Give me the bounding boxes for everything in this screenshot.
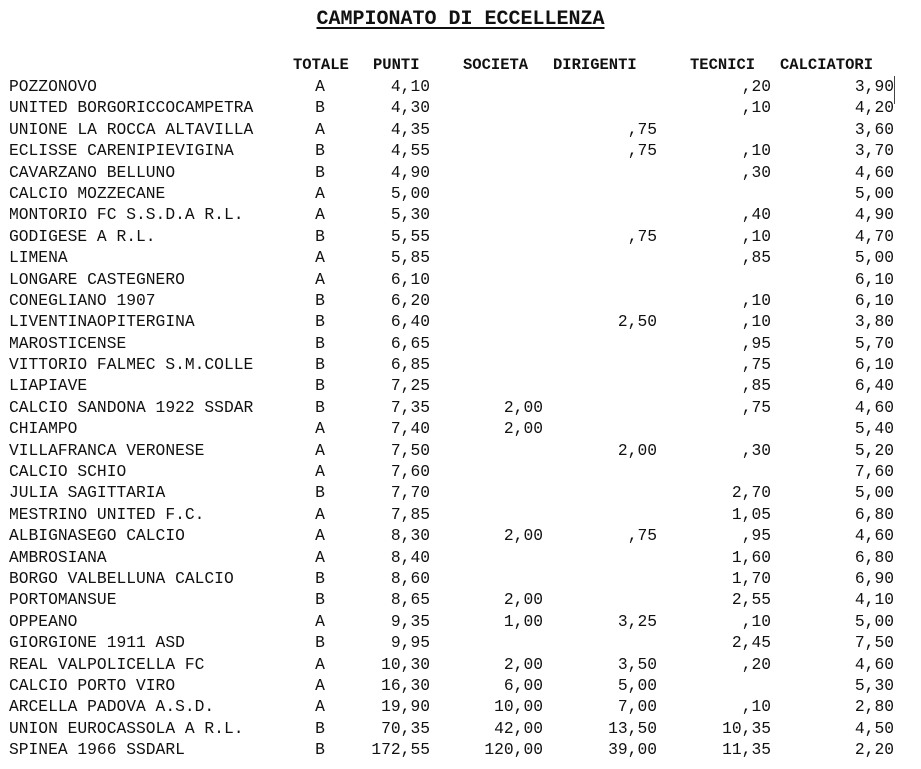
- group-letter: B: [315, 141, 325, 161]
- team-name: SPINEA 1966 SSDARL: [9, 740, 185, 760]
- societa-points: 42,00: [494, 718, 543, 738]
- group-letter: A: [315, 547, 325, 567]
- team-name: REAL VALPOLICELLA FC: [9, 654, 205, 674]
- total-points: 4,10: [390, 77, 430, 96]
- total-points: 7,50: [390, 440, 430, 460]
- tecnici-points: 10,35: [722, 718, 771, 738]
- team-name: CALCIO PORTO VIRO: [9, 675, 176, 695]
- societa-points: 120,00: [484, 740, 543, 760]
- dirigenti-points: 2,00: [617, 440, 657, 460]
- calciatori-points: 3,80: [854, 312, 894, 332]
- total-points: 172,55: [371, 740, 430, 760]
- team-name: BORGO VALBELLUNA CALCIO: [9, 568, 234, 588]
- tecnici-points: 2,55: [731, 590, 771, 610]
- group-letter: B: [315, 355, 325, 375]
- header-punti: PUNTI: [373, 56, 420, 74]
- team-name: ALBIGNASEGO CALCIO: [9, 526, 185, 546]
- table-row: [0, 525, 921, 546]
- group-letter: A: [315, 504, 325, 524]
- document-title-text: CAMPIONATO DI ECCELLENZA: [316, 8, 605, 31]
- team-name: VILLAFRANCA VERONESE: [9, 440, 205, 460]
- dirigenti-points: ,75: [627, 141, 657, 161]
- total-points: 4,90: [390, 162, 430, 182]
- tecnici-points: ,10: [741, 312, 771, 332]
- calciatori-points: 5,00: [854, 183, 894, 203]
- group-letter: A: [315, 697, 325, 717]
- table-row: [0, 461, 921, 482]
- team-name: MAROSTICENSE: [9, 333, 127, 353]
- table-row: [0, 354, 921, 375]
- header-dirigenti: DIRIGENTI: [553, 56, 637, 74]
- table-row: [0, 269, 921, 290]
- table-row: [0, 76, 921, 97]
- calciatori-points: 6,40: [854, 376, 894, 396]
- calciatori-points: 5,00: [854, 483, 894, 503]
- table-row: [0, 589, 921, 610]
- tecnici-points: 2,70: [731, 483, 771, 503]
- header-totale: TOTALE: [293, 56, 349, 74]
- group-letter: A: [315, 183, 325, 203]
- team-name: GODIGESE A R.L.: [9, 226, 156, 246]
- calciatori-points: 5,00: [854, 248, 894, 268]
- table-row: [0, 418, 921, 439]
- tecnici-points: 11,35: [722, 740, 771, 760]
- total-points: 8,60: [390, 568, 430, 588]
- header-societa: SOCIETA: [463, 56, 529, 74]
- calciatori-points: 4,10: [854, 590, 894, 610]
- text-cursor: [894, 76, 895, 104]
- societa-points: 1,00: [503, 611, 543, 631]
- societa-points: 2,00: [503, 397, 543, 417]
- table-header: [0, 54, 921, 76]
- dirigenti-points: 7,00: [617, 697, 657, 717]
- tecnici-points: ,10: [741, 226, 771, 246]
- table-row: [0, 675, 921, 696]
- tecnici-points: ,75: [741, 355, 771, 375]
- table-row: [0, 568, 921, 589]
- group-letter: A: [315, 419, 325, 439]
- group-letter: A: [315, 248, 325, 268]
- team-name: LIAPIAVE: [9, 376, 88, 396]
- societa-points: 6,00: [503, 675, 543, 695]
- societa-points: 10,00: [494, 697, 543, 717]
- group-letter: B: [315, 740, 325, 760]
- table-row: [0, 482, 921, 503]
- total-points: 4,55: [390, 141, 430, 161]
- calciatori-points: 7,50: [854, 633, 894, 653]
- calciatori-points: 4,60: [854, 526, 894, 546]
- calciatori-points: 2,20: [854, 740, 894, 760]
- total-points: 7,35: [390, 397, 430, 417]
- dirigenti-points: 3,25: [617, 611, 657, 631]
- team-name: CONEGLIANO 1907: [9, 290, 156, 310]
- calciatori-points: 3,90: [854, 77, 894, 96]
- table-row: [0, 247, 921, 268]
- table-row: [0, 397, 921, 418]
- dirigenti-points: ,75: [627, 226, 657, 246]
- header-calciatori: CALCIATORI: [780, 56, 874, 74]
- calciatori-points: 7,60: [854, 462, 894, 482]
- dirigenti-points: ,75: [627, 526, 657, 546]
- calciatori-points: 6,90: [854, 568, 894, 588]
- team-name: UNITED BORGORICCOCAMPETRA: [9, 98, 254, 118]
- tecnici-points: ,10: [741, 290, 771, 310]
- team-name: PORTOMANSUE: [9, 590, 117, 610]
- calciatori-points: 4,70: [854, 226, 894, 246]
- tecnici-points: ,40: [741, 205, 771, 225]
- team-name: OPPEANO: [9, 611, 78, 631]
- total-points: 9,35: [390, 611, 430, 631]
- group-letter: B: [315, 226, 325, 246]
- group-letter: B: [315, 483, 325, 503]
- group-letter: B: [315, 397, 325, 417]
- team-name: POZZONOVO: [9, 77, 97, 96]
- calciatori-points: 3,70: [854, 141, 894, 161]
- tecnici-points: ,30: [741, 440, 771, 460]
- group-letter: B: [315, 290, 325, 310]
- total-points: 7,85: [390, 504, 430, 524]
- table-row: [0, 162, 921, 183]
- tecnici-points: 1,70: [731, 568, 771, 588]
- group-letter: A: [315, 440, 325, 460]
- dirigenti-points: ,75: [627, 119, 657, 139]
- team-name: LIVENTINAOPITERGINA: [9, 312, 195, 332]
- calciatori-points: 4,90: [854, 205, 894, 225]
- group-letter: A: [315, 119, 325, 139]
- table-row: [0, 204, 921, 225]
- societa-points: 2,00: [503, 590, 543, 610]
- total-points: 6,10: [390, 269, 430, 289]
- tecnici-points: ,10: [741, 611, 771, 631]
- calciatori-points: 4,60: [854, 162, 894, 182]
- calciatori-points: 4,50: [854, 718, 894, 738]
- total-points: 7,25: [390, 376, 430, 396]
- table-row: [0, 375, 921, 396]
- societa-points: 2,00: [503, 654, 543, 674]
- table-row: [0, 739, 921, 760]
- total-points: 8,30: [390, 526, 430, 546]
- table-row: [0, 718, 921, 739]
- team-name: ECLISSE CARENIPIEVIGINA: [9, 141, 234, 161]
- team-name: VITTORIO FALMEC S.M.COLLE: [9, 355, 254, 375]
- group-letter: B: [315, 590, 325, 610]
- group-letter: A: [315, 462, 325, 482]
- calciatori-points: 6,10: [854, 269, 894, 289]
- team-name: LIMENA: [9, 248, 68, 268]
- group-letter: B: [315, 376, 325, 396]
- total-points: 6,40: [390, 312, 430, 332]
- table-row: [0, 504, 921, 525]
- group-letter: B: [315, 98, 325, 118]
- total-points: 70,35: [381, 718, 430, 738]
- calciatori-points: 3,60: [854, 119, 894, 139]
- table-row: [0, 696, 921, 717]
- group-letter: A: [315, 205, 325, 225]
- team-name: UNION EUROCASSOLA A R.L.: [9, 718, 244, 738]
- group-letter: A: [315, 269, 325, 289]
- societa-points: 2,00: [503, 419, 543, 439]
- calciatori-points: 5,20: [854, 440, 894, 460]
- total-points: 5,85: [390, 248, 430, 268]
- group-letter: B: [315, 162, 325, 182]
- header-tecnici: TECNICI: [690, 56, 756, 74]
- total-points: 8,40: [390, 547, 430, 567]
- calciatori-points: 4,20: [854, 98, 894, 118]
- total-points: 6,20: [390, 290, 430, 310]
- total-points: 5,00: [390, 183, 430, 203]
- calciatori-points: 4,60: [854, 397, 894, 417]
- calciatori-points: 6,10: [854, 290, 894, 310]
- dirigenti-points: 13,50: [608, 718, 657, 738]
- group-letter: B: [315, 718, 325, 738]
- dirigenti-points: 2,50: [617, 312, 657, 332]
- group-letter: A: [315, 654, 325, 674]
- tecnici-points: ,10: [741, 141, 771, 161]
- table-row: [0, 290, 921, 311]
- table-row: [0, 333, 921, 354]
- calciatori-points: 5,40: [854, 419, 894, 439]
- table-row: [0, 654, 921, 675]
- team-name: MESTRINO UNITED F.C.: [9, 504, 205, 524]
- calciatori-points: 5,30: [854, 675, 894, 695]
- group-letter: B: [315, 312, 325, 332]
- calciatori-points: 6,80: [854, 504, 894, 524]
- group-letter: A: [315, 611, 325, 631]
- tecnici-points: ,10: [741, 697, 771, 717]
- team-name: GIORGIONE 1911 ASD: [9, 633, 185, 653]
- team-name: UNIONE LA ROCCA ALTAVILLA: [9, 119, 254, 139]
- tecnici-points: ,20: [741, 654, 771, 674]
- team-name: MONTORIO FC S.S.D.A R.L.: [9, 205, 244, 225]
- tecnici-points: ,30: [741, 162, 771, 182]
- standings-table: [0, 76, 921, 761]
- table-row: [0, 119, 921, 140]
- total-points: 8,65: [390, 590, 430, 610]
- team-name: CAVARZANO BELLUNO: [9, 162, 176, 182]
- calciatori-points: 5,00: [854, 611, 894, 631]
- tecnici-points: ,85: [741, 376, 771, 396]
- total-points: 6,85: [390, 355, 430, 375]
- table-row: [0, 226, 921, 247]
- calciatori-points: 2,80: [854, 697, 894, 717]
- dirigenti-points: 3,50: [617, 654, 657, 674]
- team-name: CHIAMPO: [9, 419, 78, 439]
- tecnici-points: 1,05: [731, 504, 771, 524]
- group-letter: B: [315, 333, 325, 353]
- total-points: 9,95: [390, 633, 430, 653]
- total-points: 5,55: [390, 226, 430, 246]
- calciatori-points: 5,70: [854, 333, 894, 353]
- table-row: [0, 311, 921, 332]
- total-points: 6,65: [390, 333, 430, 353]
- calciatori-points: 4,60: [854, 654, 894, 674]
- total-points: 10,30: [381, 654, 430, 674]
- tecnici-points: ,95: [741, 526, 771, 546]
- team-name: CALCIO MOZZECANE: [9, 183, 166, 203]
- calciatori-points: 6,80: [854, 547, 894, 567]
- tecnici-points: 2,45: [731, 633, 771, 653]
- team-name: LONGARE CASTEGNERO: [9, 269, 185, 289]
- table-row: [0, 440, 921, 461]
- team-name: JULIA SAGITTARIA: [9, 483, 166, 503]
- document-title: [0, 6, 921, 34]
- group-letter: B: [315, 633, 325, 653]
- total-points: 4,35: [390, 119, 430, 139]
- group-letter: A: [315, 675, 325, 695]
- dirigenti-points: 5,00: [617, 675, 657, 695]
- calciatori-points: 6,10: [854, 355, 894, 375]
- team-name: AMBROSIANA: [9, 547, 107, 567]
- group-letter: B: [315, 568, 325, 588]
- table-row: [0, 97, 921, 118]
- group-letter: A: [315, 77, 325, 96]
- table-row: [0, 632, 921, 653]
- table-row: [0, 183, 921, 204]
- societa-points: 2,00: [503, 526, 543, 546]
- total-points: 4,30: [390, 98, 430, 118]
- team-name: ARCELLA PADOVA A.S.D.: [9, 697, 215, 717]
- tecnici-points: ,20: [741, 77, 771, 96]
- tecnici-points: ,85: [741, 248, 771, 268]
- team-name: CALCIO SCHIO: [9, 462, 127, 482]
- dirigenti-points: 39,00: [608, 740, 657, 760]
- tecnici-points: ,95: [741, 333, 771, 353]
- table-row: [0, 547, 921, 568]
- tecnici-points: ,10: [741, 98, 771, 118]
- total-points: 7,70: [390, 483, 430, 503]
- table-row: [0, 611, 921, 632]
- table-row: [0, 140, 921, 161]
- tecnici-points: 1,60: [731, 547, 771, 567]
- total-points: 5,30: [390, 205, 430, 225]
- team-name: CALCIO SANDONA 1922 SSDAR: [9, 397, 254, 417]
- total-points: 7,40: [390, 419, 430, 439]
- tecnici-points: ,75: [741, 397, 771, 417]
- total-points: 19,90: [381, 697, 430, 717]
- total-points: 16,30: [381, 675, 430, 695]
- group-letter: A: [315, 526, 325, 546]
- total-points: 7,60: [390, 462, 430, 482]
